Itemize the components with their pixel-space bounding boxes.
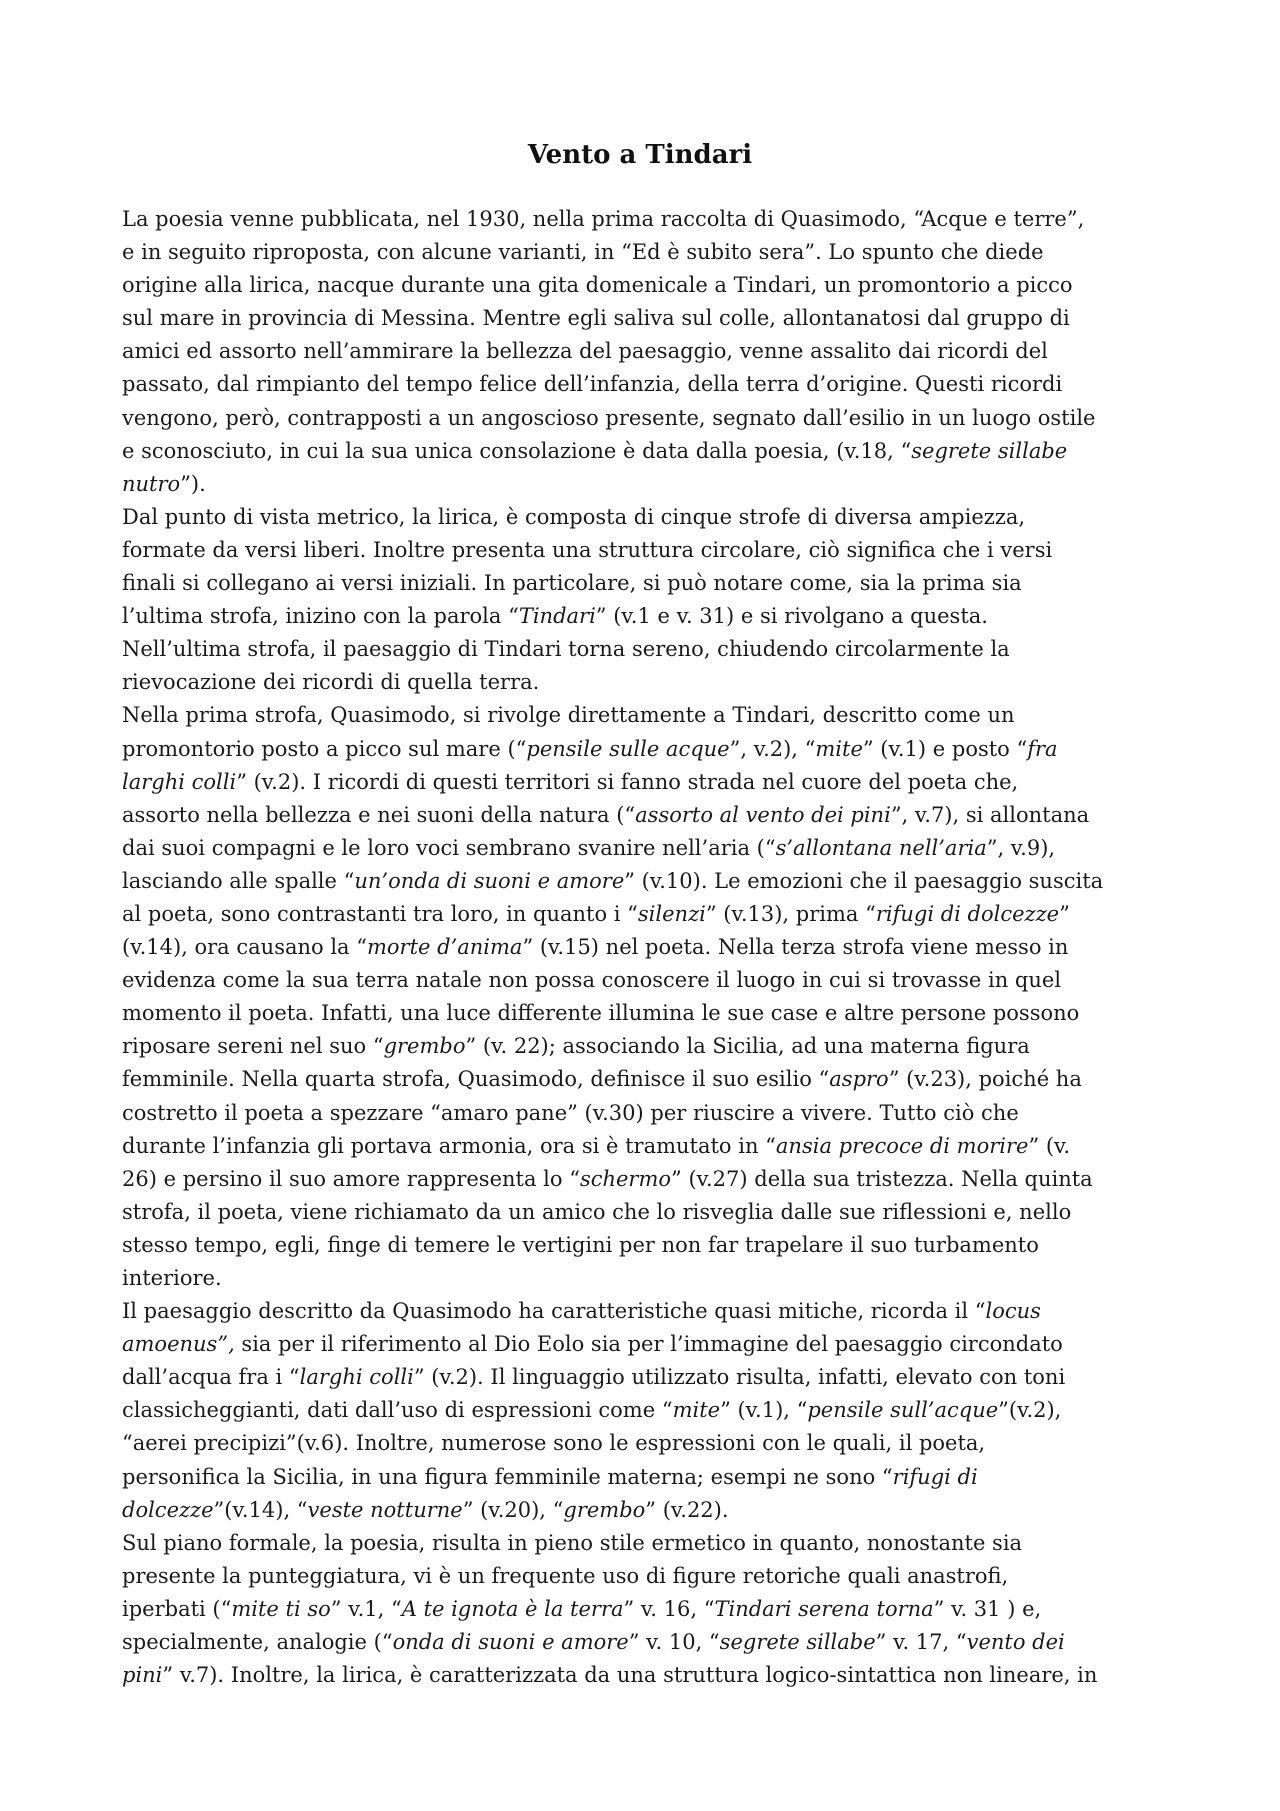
- text-run: Sul piano formale, la poesia, risulta in pieno stile ermetico in quanto, nonostante sia: [122, 1530, 1023, 1555]
- text-run: sul mare in provincia di Messina. Mentre egli saliva sul colle, allontanatosi dal gruppo di: [122, 306, 1070, 331]
- text-run: ” (v.2). I ricordi di questi territori si fanno strada nel cuore del poeta che,: [236, 769, 1019, 794]
- text-run: ” (v.1), “: [720, 1398, 808, 1423]
- text-run: sia per il riferimento al Dio Eolo sia per l’immagine del paesaggio circondato: [234, 1332, 1063, 1357]
- document-title: Vento a Tindari: [527, 140, 753, 170]
- text-line: [122, 402, 1202, 435]
- text-line: [122, 865, 1202, 898]
- text-line: [122, 534, 1202, 567]
- italic-quote: pensile sulle acque: [526, 736, 730, 761]
- italic-quote: A te ignota è la terra: [401, 1596, 624, 1621]
- text-line: [122, 501, 1202, 534]
- text-run: ” (v.15) nel poeta. Nella terza strofa viene messo in: [522, 935, 1069, 960]
- text-run: strofa, il poeta, viene richiamato da un amico che lo risveglia dalle sue riflessioni e, nello: [122, 1199, 1072, 1224]
- text-run: origine alla lirica, nacque durante una gita domenicale a Tindari, un promontorio a picco: [122, 273, 1073, 298]
- text-run: vengono, però, contrapposti a un angoscioso presente, segnato dall’esilio in un luogo ostile: [122, 405, 1096, 430]
- text-run: assorto nella bellezza e nei suoni della natura (“: [122, 802, 636, 827]
- text-line: [122, 1130, 1202, 1163]
- text-line: [122, 1295, 1202, 1328]
- text-line: [122, 799, 1202, 832]
- text-line: [122, 236, 1202, 269]
- text-line: [122, 1494, 1202, 1527]
- text-line: [122, 269, 1202, 302]
- text-line: [122, 1196, 1202, 1229]
- text-line: [122, 1030, 1202, 1063]
- text-line: [122, 666, 1202, 699]
- text-run: ” (v.1 e v. 31) e si rivolgano a questa.: [595, 604, 988, 629]
- text-run: ” (v.20), “: [462, 1497, 564, 1522]
- italic-quote: larghi colli: [299, 1365, 414, 1390]
- italic-quote: pensile sull’acque: [807, 1398, 999, 1423]
- text-line: [122, 335, 1202, 368]
- text-run: formate da versi liberi. Inoltre presenta una struttura circolare, ciò significa che i versi: [122, 537, 1053, 562]
- text-line: [122, 1394, 1202, 1427]
- text-line: [122, 1527, 1202, 1560]
- text-line: [122, 1097, 1202, 1130]
- italic-quote: un’onda di suoni e amore: [354, 868, 625, 893]
- document-body: [122, 203, 1202, 1692]
- text-run: evidenza come la sua terra natale non possa conoscere il luogo in cui si trovasse in quel: [122, 968, 1062, 993]
- text-run: ”(v.14), “: [213, 1497, 308, 1522]
- text-run: ”(v.2),: [998, 1398, 1062, 1423]
- italic-quote: dolcezze: [122, 1497, 214, 1522]
- text-line: [122, 898, 1202, 931]
- text-run: specialmente, analogie (“: [122, 1630, 393, 1655]
- text-run: presente la punteggiatura, vi è un frequente uso di figure retoriche quali anastrofi,: [122, 1563, 1009, 1588]
- italic-quote: schermo: [579, 1166, 672, 1191]
- text-run: amici ed assorto nell’ammirare la bellezza del paesaggio, venne assalito dai ricordi del: [122, 339, 1048, 364]
- text-line: [122, 1262, 1202, 1295]
- text-line: [122, 435, 1202, 468]
- italic-quote: segrete sillabe: [911, 438, 1068, 463]
- text-line: [122, 931, 1202, 964]
- text-run: stesso tempo, egli, finge di temere le vertigini per non far trapelare il suo turbamento: [122, 1232, 1039, 1257]
- text-run: iperbati (“: [122, 1596, 232, 1621]
- italic-quote: mite: [672, 1398, 721, 1423]
- text-line: [122, 964, 1202, 997]
- text-line: [122, 1626, 1202, 1659]
- italic-quote: locus: [985, 1299, 1041, 1324]
- text-run: ” (v.27) della sua tristezza. Nella quinta: [671, 1166, 1093, 1191]
- text-line: [122, 1560, 1202, 1593]
- text-line: [122, 997, 1202, 1030]
- text-line: [122, 1427, 1202, 1460]
- italic-quote: rifugi di: [892, 1464, 978, 1489]
- text-run: classicheggianti, dati dall’uso di espressioni come “: [122, 1398, 673, 1423]
- text-run: ”, v.9),: [986, 835, 1056, 860]
- text-run: dall’acqua fra i “: [122, 1365, 300, 1390]
- italic-quote: amoenus”,: [122, 1332, 235, 1357]
- italic-quote: grembo: [383, 1034, 466, 1059]
- text-run: costretto il poeta a spezzare “amaro pane” (v.30) per riuscire a vivere. Tutto ciò che: [122, 1100, 1019, 1125]
- text-run: Nell’ultima strofa, il paesaggio di Tindari torna sereno, chiudendo circolarmente la: [122, 637, 1010, 662]
- text-run: Il paesaggio descritto da Quasimodo ha caratteristiche quasi mitiche, ricorda il “: [122, 1299, 986, 1324]
- text-run: Nella prima strofa, Quasimodo, si rivolge direttamente a Tindari, descritto come un: [122, 703, 1015, 728]
- italic-quote: onda di suoni e amore: [392, 1630, 629, 1655]
- text-run: durante l’infanzia gli portava armonia, ora si è tramutato in “: [122, 1133, 776, 1158]
- text-run: interiore.: [122, 1266, 222, 1290]
- text-line: [122, 832, 1202, 865]
- text-run: e in seguito riproposta, con alcune varianti, in “Ed è subito sera”. Lo spunto che diede: [122, 240, 1044, 265]
- text-run: ”: [1059, 901, 1070, 926]
- italic-quote: ansia precoce di morire: [775, 1133, 1029, 1158]
- text-run: finali si collegano ai versi iniziali. In particolare, si può notare come, sia la prima sia: [122, 571, 1022, 596]
- italic-quote: pini: [122, 1663, 163, 1688]
- text-run: Dal punto di vista metrico, la lirica, è composta di cinque strofe di diversa ampiezza,: [122, 504, 1026, 529]
- italic-quote: fra: [1027, 736, 1058, 761]
- text-run: personifica la Sicilia, in una figura femminile materna; esempi ne sono “: [122, 1464, 893, 1489]
- text-run: ” (v.22).: [645, 1497, 729, 1522]
- italic-quote: aspro: [829, 1067, 889, 1092]
- text-line: [122, 1063, 1202, 1096]
- text-line: [122, 567, 1202, 600]
- text-run: (v.14), ora causano la “: [122, 935, 367, 960]
- text-run: ” v.7). Inoltre, la lirica, è caratterizzata da una struttura logico-sintattica non lineare, in: [162, 1663, 1098, 1688]
- text-line: [122, 633, 1202, 666]
- text-line: [122, 1593, 1202, 1626]
- text-run: ” (v.10). Le emozioni che il paesaggio suscita: [624, 868, 1104, 893]
- text-run: lasciando alle spalle “: [122, 868, 355, 893]
- italic-quote: silenzi: [637, 901, 706, 926]
- text-run: ”, v.7), si allontana: [890, 802, 1090, 827]
- italic-quote: Tindari: [518, 604, 596, 629]
- text-run: ” (v.13), prima “: [705, 901, 876, 926]
- text-run: promontorio posto a picco sul mare (“: [122, 736, 527, 761]
- text-run: 26) e persino il suo amore rappresenta lo “: [122, 1166, 580, 1191]
- italic-quote: Tindari serena torna: [714, 1596, 934, 1621]
- italic-quote: morte d’anima: [366, 935, 523, 960]
- text-run: ” (v.1) e posto “: [862, 736, 1028, 761]
- italic-quote: rifugi di dolcezze: [875, 901, 1060, 926]
- italic-quote: s’allontana nell’aria: [775, 835, 987, 860]
- italic-quote: segrete sillabe: [719, 1630, 876, 1655]
- italic-quote: larghi colli: [122, 769, 237, 794]
- text-run: dai suoi compagni e le loro voci sembrano svanire nell’aria (“: [122, 835, 776, 860]
- text-run: passato, dal rimpianto del tempo felice dell’infanzia, della terra d’origine. Questi ricordi: [122, 372, 1063, 397]
- text-run: ” v. 31 ) e,: [933, 1596, 1042, 1621]
- text-run: al poeta, sono contrastanti tra loro, in quanto i “: [122, 901, 638, 926]
- italic-quote: grembo: [563, 1497, 646, 1522]
- text-run: riposare sereni nel suo “: [122, 1034, 384, 1059]
- text-line: [122, 468, 1202, 501]
- italic-quote: nutro: [122, 471, 181, 496]
- text-run: femminile. Nella quarta strofa, Quasimodo, definisce il suo esilio “: [122, 1067, 830, 1092]
- text-run: ” v. 16, “: [623, 1596, 715, 1621]
- text-line: [122, 203, 1202, 236]
- text-line: [122, 699, 1202, 732]
- text-run: “aerei precipizi”(v.6). Inoltre, numerose sono le espressioni con le quali, il poeta,: [122, 1431, 986, 1456]
- text-run: ” (v. 22); associando la Sicilia, ad una materna figura: [465, 1034, 1030, 1059]
- text-line: [122, 1163, 1202, 1196]
- text-run: momento il poeta. Infatti, una luce differente illumina le sue case e altre persone possono: [122, 1001, 1080, 1026]
- text-run: ”).: [180, 471, 206, 496]
- text-run: l’ultima strofa, inizino con la parola “: [122, 604, 519, 629]
- text-line: [122, 368, 1202, 401]
- text-run: ” v. 10, “: [628, 1630, 720, 1655]
- text-run: ” (v.23), poiché ha: [888, 1067, 1082, 1092]
- text-run: rievocazione dei ricordi di quella terra.: [122, 670, 540, 695]
- text-line: [122, 1229, 1202, 1262]
- text-line: [122, 1328, 1202, 1361]
- italic-quote: mite ti so: [231, 1596, 331, 1621]
- italic-quote: mite: [815, 736, 863, 761]
- italic-quote: vento dei: [966, 1630, 1065, 1655]
- text-line: [122, 600, 1202, 633]
- text-line: [122, 1659, 1202, 1692]
- text-line: [122, 302, 1202, 335]
- text-run: ” (v.2). Il linguaggio utilizzato risulta, infatti, elevato con toni: [413, 1365, 1066, 1390]
- text-run: e sconosciuto, in cui la sua unica consolazione è data dalla poesia, (v.18, “: [122, 438, 912, 463]
- text-line: [122, 1461, 1202, 1494]
- italic-quote: assorto al vento dei pini: [635, 802, 891, 827]
- text-run: ” (v.: [1028, 1133, 1071, 1158]
- text-run: La poesia venne pubblicata, nel 1930, nella prima raccolta di Quasimodo, “Acque e terre”,: [122, 207, 1085, 231]
- text-run: ” v. 17, “: [875, 1630, 967, 1655]
- italic-quote: veste notturne: [307, 1497, 463, 1522]
- text-run: ” v.1, “: [330, 1596, 402, 1621]
- text-run: ”, v.2), “: [729, 736, 816, 761]
- text-line: [122, 766, 1202, 799]
- text-line: [122, 1361, 1202, 1394]
- text-line: [122, 733, 1202, 766]
